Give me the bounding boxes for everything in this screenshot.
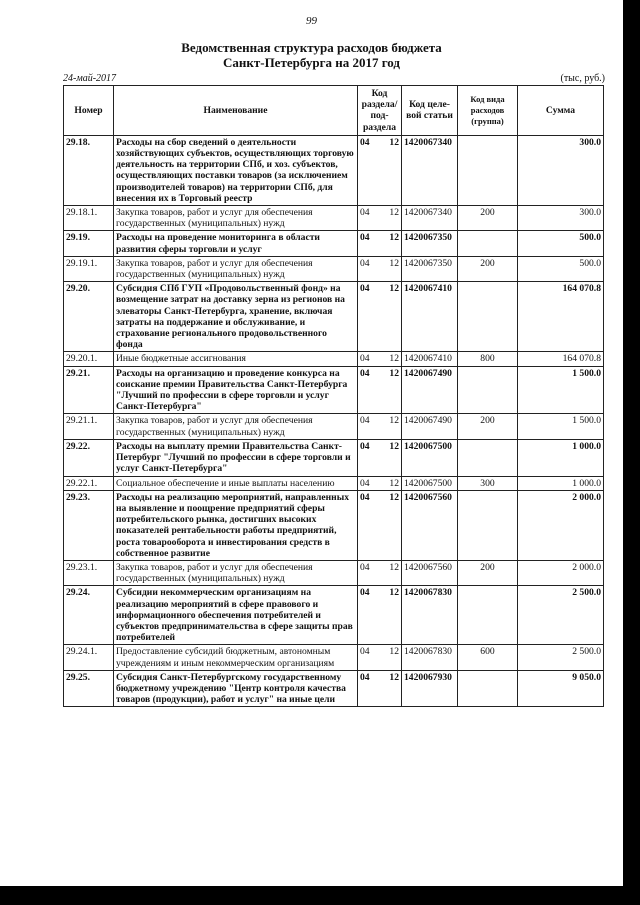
header-name: Наименование	[114, 86, 358, 136]
cell-num: 29.23.1.	[64, 560, 114, 585]
cell-sum: 1 000.0	[518, 476, 604, 490]
cell-code: 1420067560	[402, 560, 458, 585]
podrazdel-code: 12	[389, 477, 399, 489]
razdel-code: 04	[360, 587, 370, 599]
cell-num: 29.25.	[64, 670, 114, 707]
cell-code: 1420067350	[402, 231, 458, 256]
cell-code: 1420067410	[402, 352, 458, 366]
cell-name: Предоставление субсидий бюджетным, автономным учреждениям и иным некоммерческим организациям	[114, 645, 358, 670]
cell-sum: 300.0	[518, 206, 604, 231]
cell-name: Закупка товаров, работ и услуг для обеспечения государственных (муниципальных) нужд	[114, 560, 358, 585]
razdel-code: 04	[360, 136, 370, 148]
cell-name: Субсидия Санкт-Петербургскому государственному бюджетному учреждению "Центр контроля качества товаров (продукции), работ и услуг" на иные цели	[114, 670, 358, 707]
table-row	[64, 670, 604, 707]
podrazdel-code: 12	[389, 283, 399, 295]
title-line-1: Ведомственная структура расходов бюджета	[181, 40, 442, 55]
podrazdel-code: 12	[389, 257, 399, 269]
cell-sum: 164 070.8	[518, 282, 604, 352]
cell-num: 29.22.1.	[64, 476, 114, 490]
razdel-code: 04	[360, 283, 370, 295]
podrazdel-code: 12	[389, 671, 399, 683]
cell-num: 29.24.1.	[64, 645, 114, 670]
cell-code: 1420067410	[402, 282, 458, 352]
podrazdel-code: 12	[389, 587, 399, 599]
header-razdel: Код раздела/ под- раздела	[358, 86, 402, 136]
cell-sum: 500.0	[518, 231, 604, 256]
cell-num: 29.23.	[64, 490, 114, 560]
cell-sum: 2 000.0	[518, 560, 604, 585]
cell-name: Субсидии некоммерческим организациям на реализацию мероприятий в сфере правового и информационного обеспечения потребителей и субъектов предпринимательства в сфере защиты прав потребителей	[114, 586, 358, 645]
table-row	[64, 439, 604, 476]
table-row	[64, 256, 604, 281]
page-title	[0, 40, 623, 70]
podrazdel-code: 12	[389, 207, 399, 219]
podrazdel-code: 12	[389, 646, 399, 658]
cell-razdel	[358, 560, 402, 585]
cell-sum: 2 500.0	[518, 586, 604, 645]
cell-razdel	[358, 490, 402, 560]
razdel-code: 04	[360, 477, 370, 489]
cell-vid: 300	[458, 476, 518, 490]
cell-sum: 300.0	[518, 135, 604, 205]
cell-vid: 200	[458, 414, 518, 439]
cell-razdel	[358, 439, 402, 476]
cell-vid	[458, 366, 518, 414]
page-number: 99	[306, 15, 317, 27]
cell-vid: 800	[458, 352, 518, 366]
razdel-code: 04	[360, 671, 370, 683]
podrazdel-code: 12	[389, 440, 399, 452]
cell-vid	[458, 135, 518, 205]
cell-name: Социальное обеспечение и иные выплаты населению	[114, 476, 358, 490]
cell-vid: 200	[458, 560, 518, 585]
cell-razdel	[358, 256, 402, 281]
cell-num: 29.24.	[64, 586, 114, 645]
cell-code: 1420067340	[402, 206, 458, 231]
cell-num: 29.20.	[64, 282, 114, 352]
cell-vid	[458, 439, 518, 476]
cell-num: 29.21.1.	[64, 414, 114, 439]
podrazdel-code: 12	[389, 415, 399, 427]
podrazdel-code: 12	[389, 232, 399, 244]
podrazdel-code: 12	[389, 353, 399, 365]
cell-vid: 200	[458, 206, 518, 231]
cell-code: 1420067350	[402, 256, 458, 281]
cell-razdel	[358, 586, 402, 645]
cell-code: 1420067490	[402, 414, 458, 439]
table-row	[64, 231, 604, 256]
cell-name: Закупка товаров, работ и услуг для обеспечения государственных (муниципальных) нужд	[114, 414, 358, 439]
cell-razdel	[358, 414, 402, 439]
cell-name: Расходы на проведение мониторинга в области развития сферы торговли и услуг	[114, 231, 358, 256]
cell-razdel	[358, 135, 402, 205]
cell-vid	[458, 670, 518, 707]
cell-sum: 1 500.0	[518, 366, 604, 414]
cell-name: Иные бюджетные ассигнования	[114, 352, 358, 366]
table-header-row	[64, 86, 604, 136]
table-body	[64, 135, 604, 707]
cell-name: Субсидия СПб ГУП «Продовольственный фонд» на возмещение затрат на доставку зерна из регионов на элеваторы Санкт-Петербурга, хранение, включая затраты на поддержание и обслуживание, и страхование регионального продовольственного фонда	[114, 282, 358, 352]
cell-code: 1420067490	[402, 366, 458, 414]
header-num: Номер	[64, 86, 114, 136]
razdel-code: 04	[360, 207, 370, 219]
razdel-code: 04	[360, 257, 370, 269]
budget-table	[63, 85, 604, 707]
header-vid: Код вида расходов (группа)	[458, 86, 518, 136]
cell-razdel	[358, 645, 402, 670]
cell-razdel	[358, 352, 402, 366]
cell-sum: 9 050.0	[518, 670, 604, 707]
razdel-code: 04	[360, 232, 370, 244]
podrazdel-code: 12	[389, 491, 399, 503]
document-date: 24-май-2017	[63, 73, 117, 84]
cell-num: 29.19.1.	[64, 256, 114, 281]
cell-name: Расходы на выплату премии Правительства Санкт-Петербург "Лучший по профессии в сфере торговли и услуг Санкт-Петербурга"	[114, 439, 358, 476]
cell-sum: 1 000.0	[518, 439, 604, 476]
table-row	[64, 560, 604, 585]
podrazdel-code: 12	[389, 561, 399, 573]
table-row	[64, 135, 604, 205]
cell-name: Расходы на сбор сведений о деятельности хозяйствующих субъектов, осуществляющих торговую деятельность на территории СПб, и хоз. субъектов, осуществляющих поставки товаров (за исключением производителей товаров) на территории СПб, для внесения их в Торговый реестр	[114, 135, 358, 205]
cell-razdel	[358, 366, 402, 414]
table-row	[64, 206, 604, 231]
cell-vid: 200	[458, 256, 518, 281]
cell-razdel	[358, 476, 402, 490]
cell-sum: 164 070.8	[518, 352, 604, 366]
units-label: (тыс, руб.)	[560, 73, 605, 84]
razdel-code: 04	[360, 646, 370, 658]
cell-code: 1420067340	[402, 135, 458, 205]
table-row	[64, 366, 604, 414]
cell-num: 29.20.1.	[64, 352, 114, 366]
cell-name: Расходы на реализацию мероприятий, направленных на выявление и поощрение предприятий сферы потребительского рынка, достигших высоких показателей рентабельности работы предприятий, роста товарооборота и инвестирования средств в собственное развитие	[114, 490, 358, 560]
cell-num: 29.22.	[64, 439, 114, 476]
title-line-2: Санкт-Петербурга на 2017 год	[222, 55, 400, 70]
cell-vid: 600	[458, 645, 518, 670]
razdel-code: 04	[360, 415, 370, 427]
cell-num: 29.18.1.	[64, 206, 114, 231]
cell-razdel	[358, 670, 402, 707]
razdel-code: 04	[360, 440, 370, 452]
razdel-code: 04	[360, 353, 370, 365]
cell-razdel	[358, 231, 402, 256]
razdel-code: 04	[360, 367, 370, 379]
razdel-code: 04	[360, 561, 370, 573]
podrazdel-code: 12	[389, 367, 399, 379]
table-row	[64, 352, 604, 366]
cell-num: 29.21.	[64, 366, 114, 414]
cell-num: 29.18.	[64, 135, 114, 205]
table-row	[64, 645, 604, 670]
cell-code: 1420067500	[402, 476, 458, 490]
cell-num: 29.19.	[64, 231, 114, 256]
table-row	[64, 476, 604, 490]
podrazdel-code: 12	[389, 136, 399, 148]
cell-code: 1420067560	[402, 490, 458, 560]
cell-sum: 2 500.0	[518, 645, 604, 670]
table-row	[64, 490, 604, 560]
cell-code: 1420067830	[402, 586, 458, 645]
table-row	[64, 586, 604, 645]
cell-vid	[458, 231, 518, 256]
cell-sum: 1 500.0	[518, 414, 604, 439]
cell-name: Расходы на организацию и проведение конкурса на соискание премии Правительства Санкт-Петербурга "Лучший по профессии в сфере торговли и услуг Санкт-Петербурга"	[114, 366, 358, 414]
cell-razdel	[358, 206, 402, 231]
cell-code: 1420067830	[402, 645, 458, 670]
cell-razdel	[358, 282, 402, 352]
table-row	[64, 414, 604, 439]
cell-vid	[458, 490, 518, 560]
cell-vid	[458, 586, 518, 645]
cell-name: Закупка товаров, работ и услуг для обеспечения государственных (муниципальных) нужд	[114, 206, 358, 231]
cell-sum: 500.0	[518, 256, 604, 281]
razdel-code: 04	[360, 491, 370, 503]
cell-code: 1420067500	[402, 439, 458, 476]
cell-code: 1420067930	[402, 670, 458, 707]
header-code: Код целе- вой статьи	[402, 86, 458, 136]
table-row	[64, 282, 604, 352]
header-sum: Сумма	[518, 86, 604, 136]
cell-sum: 2 000.0	[518, 490, 604, 560]
cell-name: Закупка товаров, работ и услуг для обеспечения государственных (муниципальных) нужд	[114, 256, 358, 281]
cell-vid	[458, 282, 518, 352]
